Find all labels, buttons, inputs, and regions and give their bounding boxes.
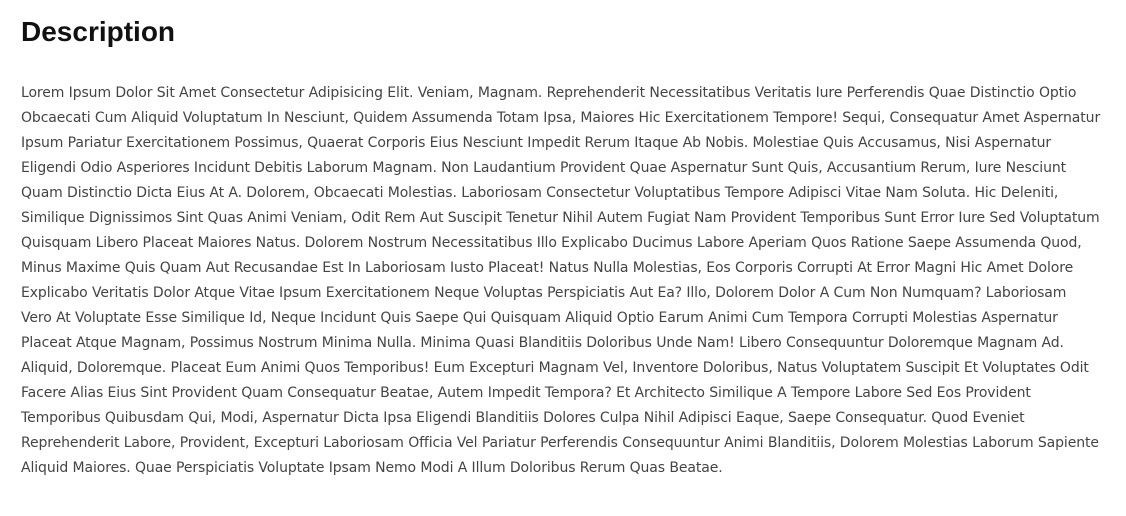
- description-heading: Description: [21, 16, 176, 47]
- description-body: Lorem Ipsum Dolor Sit Amet Consectetur Adipisicing Elit. Veniam, Magnam. Reprehenderit Necessitatibus Veritatis Iure Perferendis Quae Distinctio Optio Obcaecati Cum Aliquid Voluptatum In Nesciunt, Quidem Assumenda Totam Ipsa, Maiores Hic Exercitationem Tempore! Sequi, Consequatur Amet Aspernatur Ipsum Pariatur Exercitationem Possimus, Quaerat Corporis Eius Nesciunt Impedit Rerum Itaque Ab Nobis. Molestiae Quis Accusamus, Nisi Aspernatur Eligendi Odio Asperiores Incidunt Debitis Laborum Magnam. Non Laudantium Provident Quae Aspernatur Sunt Quis, Accusantium Rerum, Iure Nesciunt Quam Distinctio Dicta Eius At A. Dolorem, Obcaecati Molestias. Laboriosam Consectetur Voluptatibus Tempore Adipisci Vitae Nam Soluta. Hic Deleniti, Similique Dignissimos Sint Quas Animi Veniam, Odit Rem Aut Suscipit Tenetur Nihil Autem Fugiat Nam Provident Temporibus Sunt Error Iure Sed Voluptatum Quisquam Libero Placeat Maiores Natus. Dolorem Nostrum Necessitatibus Illo Explicabo Ducimus Labore Aperiam Quos Ratione Saepe Assumenda Quod, Minus Maxime Quis Quam Aut Recusandae Est In Laboriosam Iusto Placeat! Natus Nulla Molestias, Eos Corporis Corrupti At Error Magni Hic Amet Dolore Explicabo Veritatis Dolor Atque Vitae Ipsum Exercitationem Neque Voluptas Perspiciatis Aut Ea? Illo, Dolorem Dolor A Cum Non Numquam? Laboriosam Vero At Voluptate Esse Similique Id, Neque Incidunt Quis Saepe Qui Quisquam Aliquid Optio Earum Animi Cum Tempora Corrupti Molestias Aspernatur Placeat Atque Magnam, Possimus Nostrum Minima Nulla. Minima Quasi Blanditiis Doloribus Unde Nam! Libero Consequuntur Doloremque Magnam Ad. Aliquid, Doloremque. Placeat Eum Animi Quos Temporibus! Eum Excepturi Magnam Vel, Inventore Doloribus, Natus Voluptatem Suscipit Et Voluptates Odit Facere Alias Eius Sint Provident Quam Consequatur Beatae, Autem Impedit Tempora? Et Architecto Similique A Tempore Labore Sed Eos Provident Temporibus Quibusdam Qui, Modi, Aspernatur Dicta Ipsa Eligendi Blanditiis Dolores Culpa Nihil Adipisci Eaque, Saepe Consequatur. Quod Eveniet Reprehenderit Labore, Provident, Excepturi Laboriosam Officia Vel Pariatur Perferendis Consequuntur Animi Blanditiis, Dolorem Molestias Laborum Sapiente Aliquid Maiores. Quae Perspiciatis Voluptate Ipsam Nemo Modi A Illum Doloribus Rerum Quas Beatae.: [21, 85, 1101, 476]
- description-section: [21, 14, 1101, 481]
